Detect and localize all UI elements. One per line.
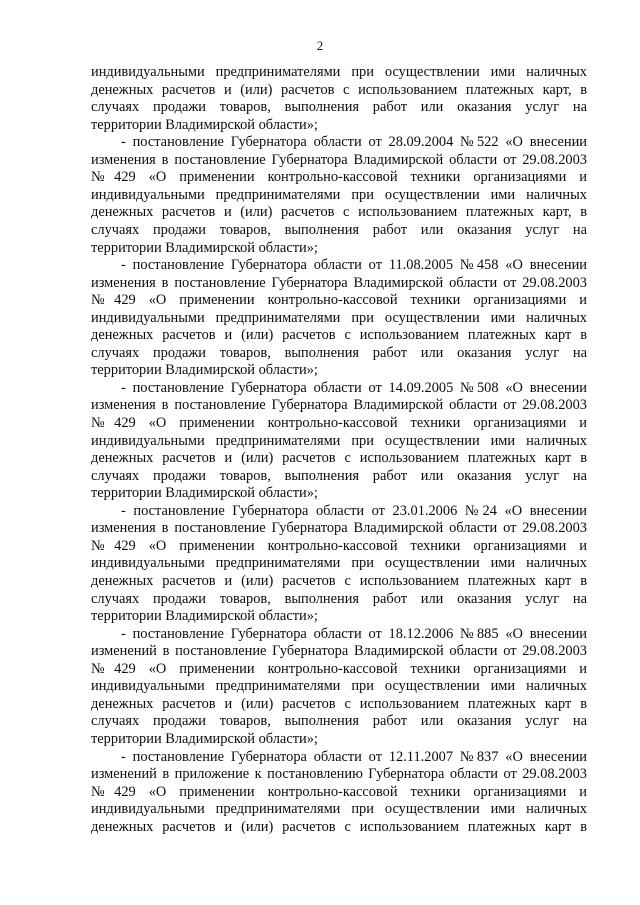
- text-line: - постановление Губернатора области от 18.12.2006 №885 «О внесении: [121, 625, 587, 642]
- text-line: №429 «О применении контрольно-кассовой техники организациями и: [91, 783, 587, 800]
- text-line: денежных расчетов и (или) расчетов с использованием платежных карт в: [91, 327, 587, 344]
- page-number: 2: [316, 38, 324, 53]
- text-line: - постановление Губернатора области от 11.08.2005 №458 «О внесении: [121, 257, 587, 274]
- text-line: денежных расчетов и (или) расчетов с использованием платежных карт в: [91, 695, 587, 712]
- text-line: изменения в постановление Губернатора Владимирской области от 29.08.2003: [91, 520, 587, 537]
- text-line: индивидуальными предпринимателями при осуществлении ими наличных: [91, 678, 587, 695]
- text-line: изменения в постановление Губернатора Владимирской области от 29.08.2003: [91, 151, 587, 168]
- text-line: денежных расчетов и (или) расчетов с использованием платежных карт в: [91, 818, 587, 835]
- text-line: территории Владимирской области»;: [91, 362, 318, 379]
- text-line: - постановление Губернатора области от 28.09.2004 №522 «О внесении: [121, 134, 587, 151]
- text-line: случаях продажи товаров, выполнения работ или оказания услуг на: [91, 99, 587, 116]
- text-line: №429 «О применении контрольно-кассовой техники организациями и: [91, 537, 587, 554]
- text-line: изменения в постановление Губернатора Владимирской области от 29.08.2003: [91, 274, 587, 291]
- text-line: индивидуальными предпринимателями при осуществлении ими наличных: [91, 309, 587, 326]
- text-line: изменений в приложение к постановлению Губернатора области от 29.08.2003: [91, 766, 587, 782]
- text-line: денежных расчетов и (или) расчетов с использованием платежных карт в: [91, 573, 587, 589]
- text-line: случаях продажи товаров, выполнения работ или оказания услуг на: [91, 590, 587, 607]
- text-line: №429 «О применении контрольно-кассовой техники организациями и: [91, 660, 587, 677]
- text-line: №429 «О применении контрольно-кассовой техники организациями и: [91, 292, 587, 309]
- text-line: случаях продажи товаров, выполнения работ или оказания услуг на: [91, 222, 587, 238]
- text-line: - постановление Губернатора области от 23.01.2006 №24 «О внесении: [121, 502, 587, 519]
- text-line: случаях продажи товаров, выполнения работ или оказания услуг на: [91, 713, 587, 730]
- text-line: денежных расчетов и (или) расчетов с использованием платежных карт в: [91, 450, 587, 467]
- text-line: индивидуальными предпринимателями при осуществлении ими наличных: [91, 555, 587, 572]
- text-line: индивидуальными предпринимателями при осуществлении ими наличных: [91, 432, 587, 449]
- text-line: №429 «О применении контрольно-кассовой техники организациями и: [91, 169, 587, 186]
- text-line: индивидуальными предпринимателями при осуществлении ими наличных: [91, 64, 587, 80]
- text-line: случаях продажи товаров, выполнения работ или оказания услуг на: [91, 467, 587, 484]
- text-line: денежных расчетов и (или) расчетов с использованием платежных карт, в: [91, 81, 587, 98]
- text-line: №429 «О применении контрольно-кассовой техники организациями и: [91, 415, 587, 431]
- text-line: изменения в постановление Губернатора Владимирской области от 29.08.2003: [91, 397, 587, 414]
- text-line: - постановление Губернатора области от 14.09.2005 №508 «О внесении: [121, 379, 587, 396]
- text-line: территории Владимирской области»;: [91, 116, 318, 133]
- text-line: денежных расчетов и (или) расчетов с использованием платежных карт, в: [91, 204, 587, 221]
- text-line: случаях продажи товаров, выполнения работ или оказания услуг на: [91, 344, 587, 361]
- text-line: изменений в постановление Губернатора Владимирской области от 29.08.2003: [91, 643, 587, 660]
- text-line: - постановление Губернатора области от 12.11.2007 №837 «О внесении: [121, 748, 587, 765]
- text-line: территории Владимирской области»;: [91, 730, 318, 747]
- text-line: индивидуальными предпринимателями при осуществлении ими наличных: [91, 186, 587, 203]
- text-line: территории Владимирской области»;: [91, 485, 318, 502]
- text-line: территории Владимирской области»;: [91, 608, 318, 625]
- text-line: территории Владимирской области»;: [91, 239, 318, 256]
- text-line: индивидуальными предпринимателями при осуществлении ими наличных: [91, 801, 587, 818]
